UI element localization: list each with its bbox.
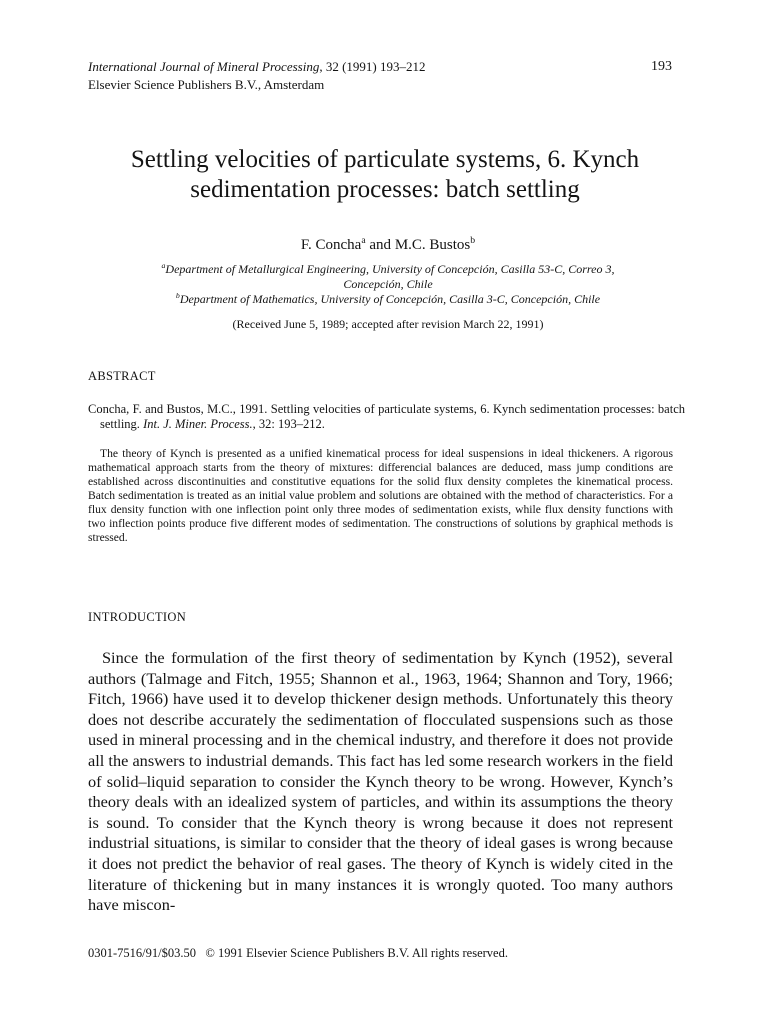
running-header bbox=[88, 58, 672, 94]
abstract-text: The theory of Kynch is presented as a unified kinematical process for ideal suspensions in ideal thickeners. A rigorous mathematical approach starts from the theory of mixtures: differencial balances are deduced, mass jump conditions are established across discontinuities and constitutive equations for the solid flux density completes the kinematical process. Batch sedimentation is treated as an initial value problem and solutions are obtained with the method of characteristics. For a flux density function with one inflection point only three modes of sedimentation exists, while flux density functions with two inflection points produce five different modes of sedimentation. The constructions of solutions by graphical methods is stressed. bbox=[88, 447, 673, 544]
page-number: 193 bbox=[651, 59, 672, 74]
affiliation-b bbox=[88, 292, 688, 307]
author-list bbox=[88, 237, 688, 254]
journal-name: International Journal of Mineral Processing bbox=[88, 59, 320, 74]
title-line-1: Settling velocities of particulate systems, 6. Kynch bbox=[130, 146, 640, 173]
journal-line bbox=[88, 58, 672, 76]
affiliation-a-mark: a bbox=[161, 261, 166, 270]
author-2: M.C. Bustos bbox=[394, 237, 471, 253]
citation-text: Concha, F. and Bustos, M.C., 1991. Settling velocities of particulate systems, 6. Kynch sedimentation processes: batch settling. bbox=[88, 402, 685, 431]
publisher-line: Elsevier Science Publishers B.V., Amsterdam bbox=[88, 77, 325, 92]
citation-rest: , 32: 193–212. bbox=[252, 417, 325, 431]
author-1: F. Concha bbox=[300, 237, 362, 253]
title-line-2: sedimentation processes: batch settling bbox=[190, 176, 580, 203]
citation-journal: Int. J. Miner. Process. bbox=[143, 417, 253, 431]
affiliation-b-text: Department of Mathematics, University of Concepción, Casilla 3-C, Concepción, Chile bbox=[179, 292, 601, 306]
affiliation-a-line-1: Department of Metallurgical Engineering, University of Concepción, Casilla 53-C, Correo 3, bbox=[165, 262, 615, 276]
author-connector: and bbox=[365, 237, 395, 253]
paper-title bbox=[70, 145, 700, 205]
introduction-heading: INTRODUCTION bbox=[88, 610, 187, 624]
volume-info: , 32 (1991) 193–212 bbox=[319, 59, 426, 74]
citation bbox=[88, 402, 685, 432]
affiliation-a-line-2: Concepción, Chile bbox=[343, 277, 433, 291]
abstract-heading: ABSTRACT bbox=[88, 369, 156, 383]
affiliation-b-mark: b bbox=[175, 291, 180, 300]
affiliation-a bbox=[88, 262, 688, 292]
author-2-affil-mark: b bbox=[470, 235, 476, 246]
introduction-text: Since the formulation of the first theory of sedimentation by Kynch (1952), several authors (Talmage and Fitch, 1955; Shannon et al., 1963, 1964; Shannon and Tory, 1966; Fitch, 1966) have used it to develop thickener design methods. Unfortunately this theory does not describe accurately the sedimentation of flocculated suspensions such as those used in mineral processing and in the chemical industry, and therefore it does not provide all the answers to industrial demands. This fact has led some research workers in the field of solid–liquid separation to consider the Kynch theory to be wrong. However, Kynch’s theory deals with an idealized system of particles, and within its assumptions the theory is sound. To consider that the Kynch theory is wrong because it does not represent industrial situations, is similar to consider that the theory of ideal gases is wrong because it does not predict the behavior of real gases. The theory of Kynch is widely cited in the literature of thickening but in many instances it is wrongly quoted. Too many authors have miscon- bbox=[88, 648, 673, 915]
author-1-affil-mark: a bbox=[361, 235, 366, 246]
received-dates: (Received June 5, 1989; accepted after revision March 22, 1991) bbox=[232, 317, 544, 331]
copyright-footer: 0301-7516/91/$03.50 © 1991 Elsevier Science Publishers B.V. All rights reserved. bbox=[88, 946, 508, 960]
